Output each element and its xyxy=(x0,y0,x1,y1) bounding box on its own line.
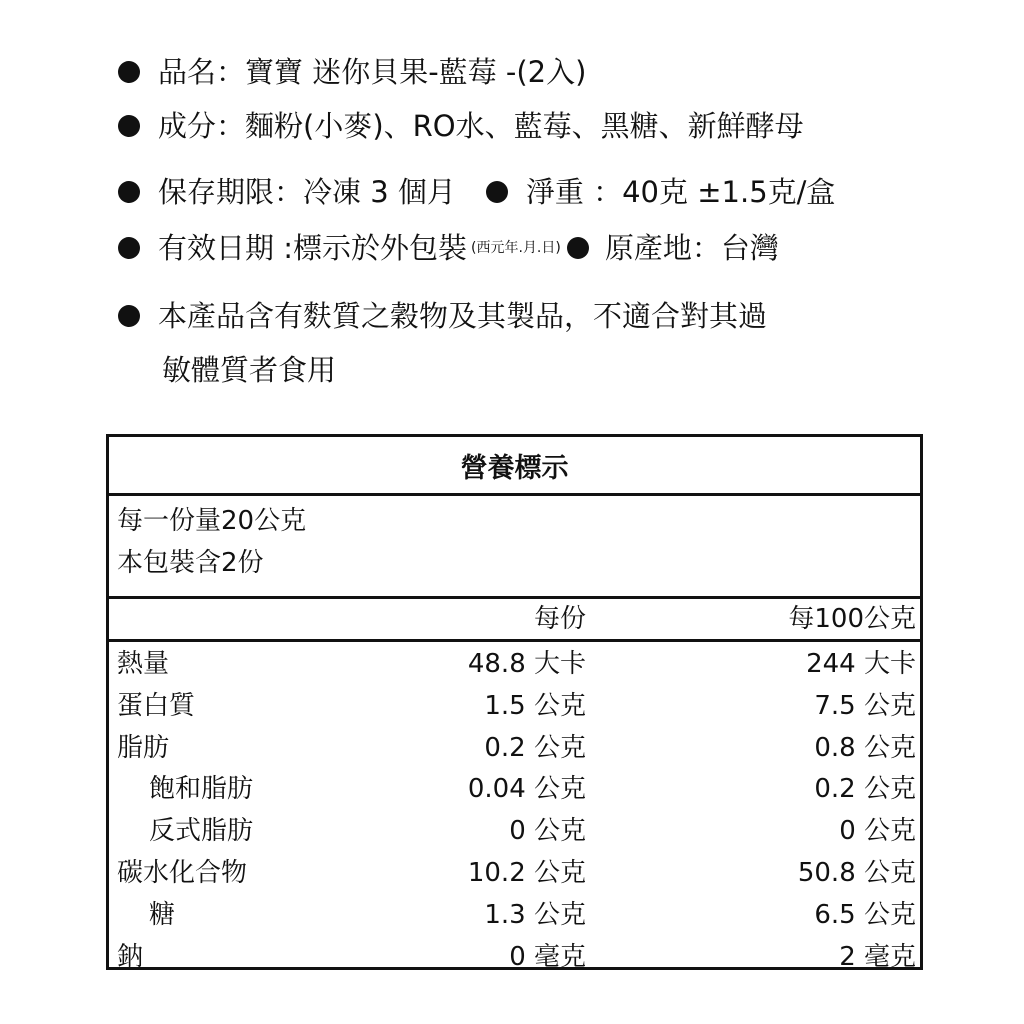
table-row xyxy=(109,644,920,686)
allergen-line xyxy=(118,296,767,336)
per-serving-value: 0 毫克 xyxy=(509,941,586,972)
nutrient-name: 鈉 xyxy=(117,941,144,972)
nutrient-name: 脂肪 xyxy=(117,732,170,763)
per-serving-value: 1.5 公克 xyxy=(484,690,586,721)
storage-weight-line xyxy=(118,172,835,212)
nutrient-name: 飽和脂肪 xyxy=(149,774,254,805)
per-100g-value: 50.8 公克 xyxy=(797,857,916,888)
per-serving-header: 每份 xyxy=(533,604,586,634)
serving-size: 每一份量20公克 xyxy=(117,506,307,536)
per-serving-value: 10.2 公克 xyxy=(467,857,586,888)
bullet-icon xyxy=(118,115,140,137)
bullet-icon xyxy=(118,237,140,259)
per-serving-value: 0.04 公克 xyxy=(467,774,586,805)
table-row xyxy=(109,937,920,979)
product-name-line xyxy=(118,52,586,92)
nutrient-name: 反式脂肪 xyxy=(149,816,254,847)
bullet-icon xyxy=(118,181,140,203)
nutrition-title: 營養標示 xyxy=(109,437,920,496)
serving-info xyxy=(109,500,920,599)
nutrient-name: 糖 xyxy=(149,899,176,930)
bullet-icon xyxy=(118,305,140,327)
per-serving-value: 0 公克 xyxy=(509,816,586,847)
table-row xyxy=(109,728,920,770)
net-weight: 淨重 ：40克 ±1.5克/盒 xyxy=(525,175,836,209)
table-row xyxy=(109,853,920,895)
per-100g-value: 2 毫克 xyxy=(839,941,916,972)
allergen-line-continued xyxy=(162,350,336,390)
bullet-icon xyxy=(567,237,589,259)
table-row xyxy=(109,686,920,728)
origin: 原產地：台灣 xyxy=(604,231,779,265)
per-serving-value: 48.8 大卡 xyxy=(467,649,586,679)
bullet-icon xyxy=(486,181,508,203)
per-100g-value: 6.5 公克 xyxy=(814,899,916,930)
bullet-icon xyxy=(118,61,140,83)
per-serving-value: 1.3 公克 xyxy=(484,899,586,930)
nutrition-facts-table xyxy=(106,434,923,970)
per-100g-header: 每100公克 xyxy=(788,604,916,634)
nutrient-name: 熱量 xyxy=(117,649,170,679)
servings-per-package: 本包裝含2份 xyxy=(117,548,264,578)
per-100g-value: 244 大卡 xyxy=(806,649,916,679)
date-format-note: (西元年.月.日) xyxy=(471,240,561,256)
per-100g-value: 0.2 公克 xyxy=(814,774,916,805)
table-row xyxy=(109,895,920,937)
per-100g-value: 0.8 公克 xyxy=(814,732,916,763)
per-serving-value: 0.2 公克 xyxy=(484,732,586,763)
table-row xyxy=(109,811,920,853)
expiry-origin-line xyxy=(118,228,779,268)
expiry-date: 有效日期 :標示於外包裝 xyxy=(158,231,467,265)
ingredients: 成分：麵粉(小麥)、RO水、藍莓、黑糖、新鮮酵母 xyxy=(158,109,804,143)
shelf-life: 保存期限：冷凍 3 個月 xyxy=(158,175,456,209)
column-headers xyxy=(109,599,920,642)
ingredients-line xyxy=(118,106,804,146)
nutrient-name: 碳水化合物 xyxy=(117,857,248,888)
nutrient-name: 蛋白質 xyxy=(117,690,196,721)
per-100g-value: 7.5 公克 xyxy=(814,690,916,721)
product-name: 品名：寶寶 迷你貝果-藍莓 -(2入) xyxy=(158,55,587,89)
per-100g-value: 0 公克 xyxy=(839,816,916,847)
table-row xyxy=(109,769,920,811)
allergen-warning-cont: 敏體質者食用 xyxy=(162,353,337,387)
allergen-warning: 本產品含有麩質之穀物及其製品，不適合對其過 xyxy=(158,299,768,333)
nutrient-rows xyxy=(109,642,920,978)
